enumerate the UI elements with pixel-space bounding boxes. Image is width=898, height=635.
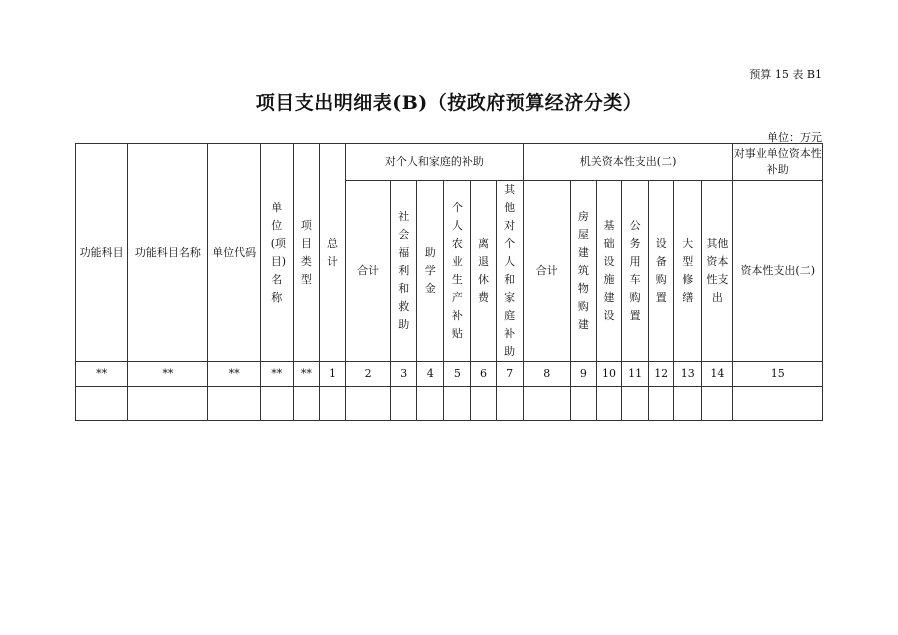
unit-label: 单位：万元 xyxy=(767,131,822,144)
col-scholarship xyxy=(417,181,444,362)
col-building-label: 房屋建筑物购建 xyxy=(577,210,589,331)
empty-cell xyxy=(260,387,293,421)
empty-cell xyxy=(417,387,444,421)
col-retirement xyxy=(471,181,496,362)
code-cell: 14 xyxy=(702,362,733,387)
code-cell: 3 xyxy=(391,362,417,387)
empty-cell xyxy=(733,387,823,421)
empty-cell xyxy=(128,387,208,421)
group-capital: 机关资本性支出(二) xyxy=(523,144,733,181)
code-cell: ** xyxy=(260,362,293,387)
col-func-code: 功能科目 xyxy=(76,144,128,362)
code-cell: 11 xyxy=(622,362,649,387)
empty-cell xyxy=(596,387,621,421)
col-unit-project xyxy=(260,144,293,362)
code-cell: 2 xyxy=(345,362,390,387)
empty-cell xyxy=(208,387,260,421)
col-project-type xyxy=(293,144,319,362)
col-farmer-subsidy xyxy=(444,181,471,362)
col-vehicle xyxy=(622,181,649,362)
empty-cell xyxy=(523,387,570,421)
empty-cell xyxy=(391,387,417,421)
col-scholarship-label: 助学金 xyxy=(424,246,436,295)
group-enterprise: 对事业单位资本性补助 xyxy=(733,144,823,181)
col-vehicle-label: 公务用车购置 xyxy=(629,219,641,322)
empty-cell xyxy=(674,387,702,421)
code-cell: 12 xyxy=(649,362,674,387)
col-project-type-label: 项目类型 xyxy=(300,218,312,286)
col-repair xyxy=(674,181,702,362)
code-cell: 13 xyxy=(674,362,702,387)
page-title: 项目支出明细表(B)（按政府预算经济分类） xyxy=(255,92,643,114)
empty-data-row xyxy=(76,387,823,421)
budget-table xyxy=(75,143,823,421)
empty-cell xyxy=(702,387,733,421)
col-infrastructure xyxy=(596,181,621,362)
col-repair-label: 大型修缮 xyxy=(682,237,694,304)
empty-cell xyxy=(471,387,496,421)
col-equipment-label: 设备购置 xyxy=(655,237,667,304)
code-cell: 15 xyxy=(733,362,823,387)
col-farmer-subsidy-label: 个人农业生产补贴 xyxy=(451,201,463,340)
code-cell: ** xyxy=(293,362,319,387)
code-cell: 5 xyxy=(444,362,471,387)
empty-cell xyxy=(444,387,471,421)
code-cell: 7 xyxy=(496,362,523,387)
empty-cell xyxy=(622,387,649,421)
col-capital-subtotal: 合计 xyxy=(523,181,570,362)
col-capital-other-label: 其他资本性支出 xyxy=(706,237,729,304)
empty-cell xyxy=(293,387,319,421)
col-personal-subtotal: 合计 xyxy=(345,181,390,362)
col-total xyxy=(319,144,345,362)
empty-cell xyxy=(496,387,523,421)
col-capital-other xyxy=(702,181,733,362)
col-personal-other-label: 其他对个人和家庭补助 xyxy=(504,183,516,358)
code-cell: 6 xyxy=(471,362,496,387)
col-building xyxy=(570,181,596,362)
code-cell: 9 xyxy=(570,362,596,387)
form-number: 预算 15 表 B1 xyxy=(749,68,822,81)
col-unit-project-label: 单位(项目)名称 xyxy=(270,200,287,304)
col-equipment xyxy=(649,181,674,362)
col-func-name: 功能科目名称 xyxy=(128,144,208,362)
empty-cell xyxy=(649,387,674,421)
empty-cell xyxy=(570,387,596,421)
code-cell: 10 xyxy=(596,362,621,387)
code-cell: ** xyxy=(76,362,128,387)
code-row xyxy=(76,362,823,387)
code-cell: 8 xyxy=(523,362,570,387)
col-welfare xyxy=(391,181,417,362)
empty-cell xyxy=(319,387,345,421)
col-total-label: 总计 xyxy=(326,236,338,268)
col-personal-other xyxy=(496,181,523,362)
code-cell: ** xyxy=(128,362,208,387)
code-cell: 1 xyxy=(319,362,345,387)
code-cell: 4 xyxy=(417,362,444,387)
code-cell: ** xyxy=(208,362,260,387)
empty-cell xyxy=(345,387,390,421)
col-retirement-label: 离退休费 xyxy=(477,237,489,304)
col-enterprise-capital: 资本性支出(二) xyxy=(733,181,823,362)
col-infrastructure-label: 基础设施建设 xyxy=(603,219,615,322)
empty-cell xyxy=(76,387,128,421)
group-personal: 对个人和家庭的补助 xyxy=(345,144,523,181)
col-welfare-label: 社会福利和救助 xyxy=(398,210,410,331)
col-unit-code: 单位代码 xyxy=(208,144,260,362)
